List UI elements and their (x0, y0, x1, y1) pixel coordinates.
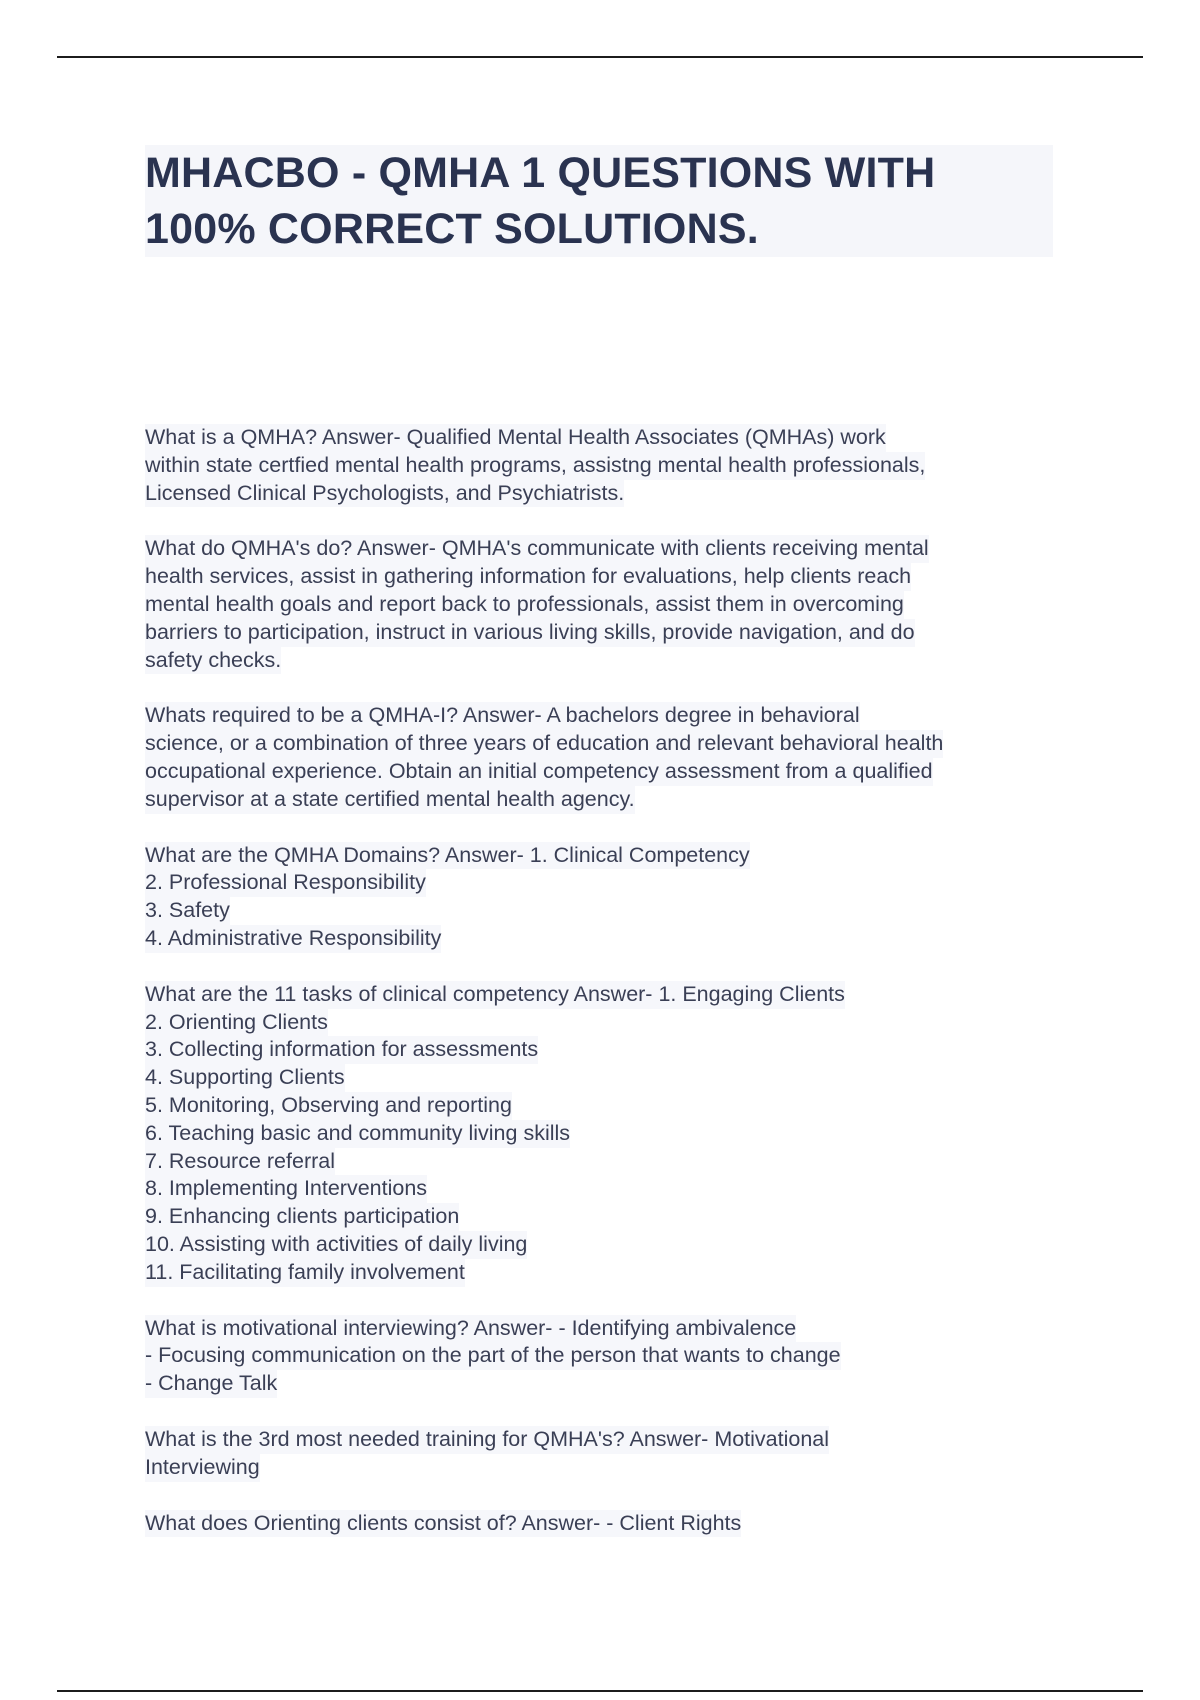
qa-line: What is motivational interviewing? Answer- - Identifying ambivalence (145, 1315, 796, 1343)
qa-line: 3. Collecting information for assessments (145, 1036, 538, 1064)
qa-line: safety checks. (145, 647, 281, 675)
document-title: MHACBO - QMHA 1 QUESTIONS WITH 100% CORRECT SOLUTIONS. (145, 149, 936, 253)
qa-item (145, 842, 1065, 953)
title-box (145, 145, 1053, 257)
qa-line: barriers to participation, instruct in various living skills, provide navigation, and do (145, 619, 915, 647)
qa-line: Interviewing (145, 1454, 260, 1482)
qa-item (145, 424, 1065, 507)
qa-line: 5. Monitoring, Observing and reporting (145, 1092, 512, 1120)
qa-item (145, 981, 1065, 1287)
qa-line: 11. Facilitating family involvement (145, 1259, 465, 1287)
qa-line: occupational experience. Obtain an initial competency assessment from a qualified (145, 758, 933, 786)
qa-line: Licensed Clinical Psychologists, and Psychiatrists. (145, 480, 624, 508)
qa-line: What is a QMHA? Answer- Qualified Mental Health Associates (QMHAs) work (145, 424, 886, 452)
qa-line: - Change Talk (145, 1370, 277, 1398)
qa-line: 7. Resource referral (145, 1148, 335, 1176)
qa-line: 8. Implementing Interventions (145, 1175, 427, 1203)
qa-line: 4. Administrative Responsibility (145, 925, 441, 953)
qa-line: mental health goals and report back to professionals, assist them in overcoming (145, 591, 904, 619)
qa-line: What are the QMHA Domains? Answer- 1. Clinical Competency (145, 842, 750, 870)
qa-line: 3. Safety (145, 897, 230, 925)
qa-line: 2. Professional Responsibility (145, 869, 426, 897)
qa-line: 6. Teaching basic and community living skills (145, 1120, 570, 1148)
qa-item (145, 1426, 1065, 1482)
qa-line: What does Orienting clients consist of? Answer- - Client Rights (145, 1510, 741, 1538)
qa-line: What are the 11 tasks of clinical competency Answer- 1. Engaging Clients (145, 981, 845, 1009)
qa-item (145, 535, 1065, 674)
qa-item (145, 702, 1065, 813)
bottom-rule (57, 1690, 1143, 1692)
qa-item (145, 1510, 1065, 1538)
qa-line: health services, assist in gathering information for evaluations, help clients reach (145, 563, 911, 591)
qa-line: - Focusing communication on the part of the person that wants to change (145, 1342, 841, 1370)
qa-line: science, or a combination of three years of education and relevant behavioral health (145, 730, 943, 758)
qa-line: What do QMHA's do? Answer- QMHA's communicate with clients receiving mental (145, 535, 929, 563)
qa-list (145, 424, 1065, 1565)
top-rule (57, 56, 1143, 58)
qa-line: within state certfied mental health programs, assistng mental health professionals, (145, 452, 925, 480)
qa-line: 2. Orienting Clients (145, 1009, 328, 1037)
qa-line: 10. Assisting with activities of daily living (145, 1231, 527, 1259)
qa-line: supervisor at a state certified mental health agency. (145, 786, 635, 814)
qa-line: 4. Supporting Clients (145, 1064, 345, 1092)
qa-line: 9. Enhancing clients participation (145, 1203, 459, 1231)
qa-line: Whats required to be a QMHA-I? Answer- A bachelors degree in behavioral (145, 702, 860, 730)
qa-line: What is the 3rd most needed training for QMHA's? Answer- Motivational (145, 1426, 829, 1454)
qa-item (145, 1315, 1065, 1398)
